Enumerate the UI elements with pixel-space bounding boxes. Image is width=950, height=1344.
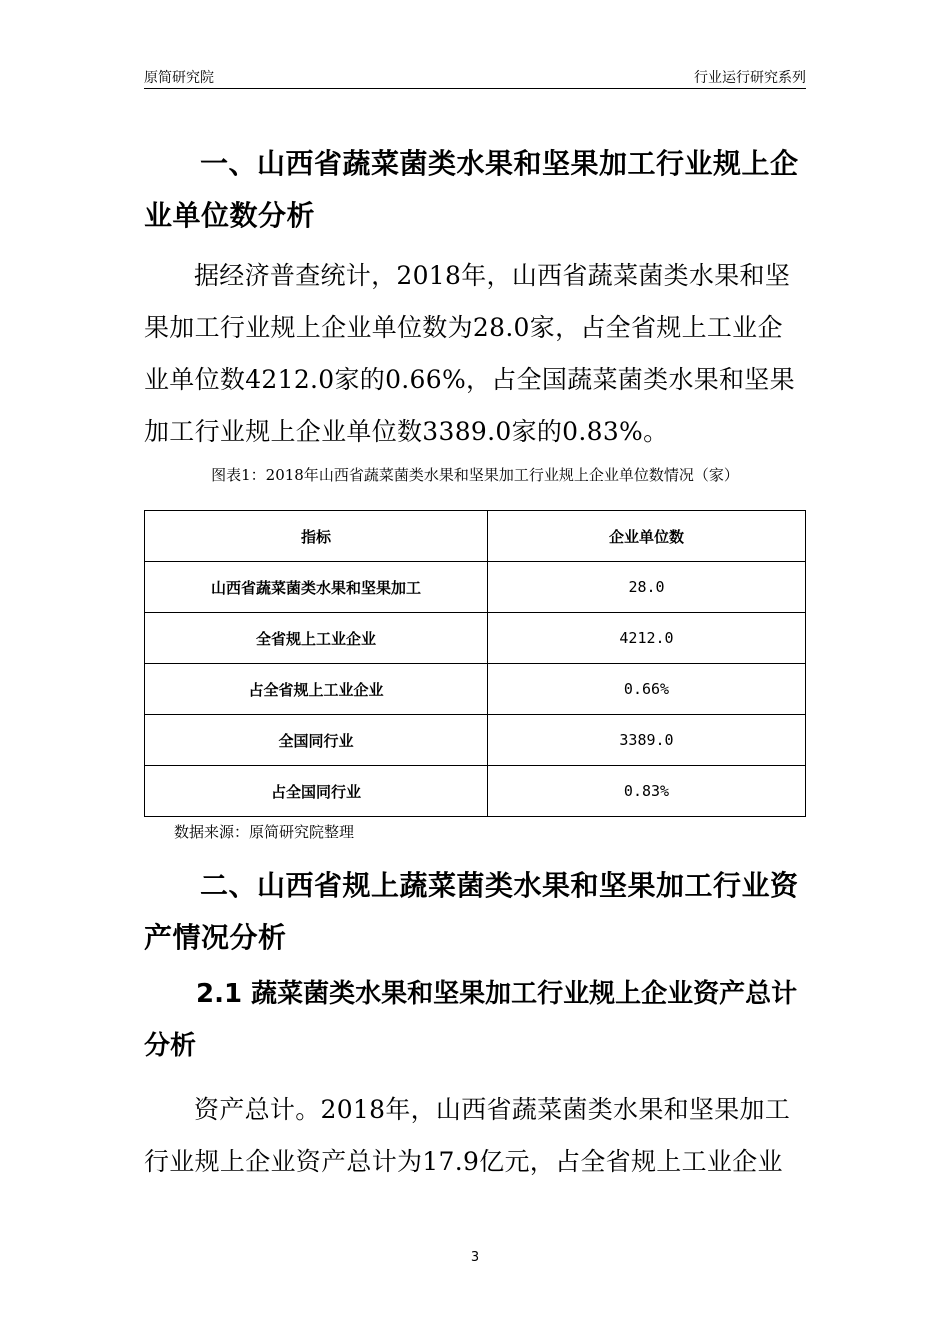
- row-value: 3389.0: [488, 715, 806, 766]
- table-header-indicator: 指标: [145, 511, 488, 562]
- table1-caption: 图表1：2018年山西省蔬菜菌类水果和坚果加工行业规上企业单位数情况（家）: [211, 466, 739, 484]
- table1-source: 数据来源：原简研究院整理: [174, 823, 355, 841]
- header-right-series: 行业运行研究系列: [694, 70, 806, 86]
- row-value: 28.0: [488, 562, 806, 613]
- row-value: 0.83%: [488, 766, 806, 817]
- row-name: 山西省蔬菜菌类水果和坚果加工: [145, 562, 488, 613]
- section1-heading: 一、山西省蔬菜菌类水果和坚果加工行业规上企业单位数分析: [144, 147, 799, 232]
- table-row: [145, 613, 806, 664]
- section2-paragraph: 资产总计。2018年，山西省蔬菜菌类水果和坚果加工行业规上企业资产总计为17.9亿元，占全省规上工业企业: [144, 1095, 791, 1176]
- table-row: [145, 664, 806, 715]
- section1-paragraph: 据经济普查统计，2018年，山西省蔬菜菌类水果和坚果加工行业规上企业单位数为28.0家，占全省规上工业企业单位数4212.0家的0.66%，占全国蔬菜菌类水果和坚果加工行业规上企业单位数3389.0家的0.83%。: [144, 261, 795, 446]
- row-name: 占全国同行业: [145, 766, 488, 817]
- row-name: 全国同行业: [145, 715, 488, 766]
- table-header-row: [145, 511, 806, 562]
- row-value: 4212.0: [488, 613, 806, 664]
- table-row: [145, 562, 806, 613]
- table-header-count: 企业单位数: [488, 511, 806, 562]
- table-row: [145, 766, 806, 817]
- row-name: 全省规上工业企业: [145, 613, 488, 664]
- row-name: 占全省规上工业企业: [145, 664, 488, 715]
- page-header: [144, 62, 806, 89]
- section2-subheading: 2.1 蔬菜菌类水果和坚果加工行业规上企业资产总计分析: [144, 979, 798, 1061]
- row-value: 0.66%: [488, 664, 806, 715]
- enterprise-count-table: [144, 510, 806, 817]
- table-row: [145, 715, 806, 766]
- section2-heading: 二、山西省规上蔬菜菌类水果和坚果加工行业资产情况分析: [144, 869, 799, 954]
- page-number: 3: [470, 1250, 480, 1265]
- header-left-org: 原简研究院: [144, 70, 214, 86]
